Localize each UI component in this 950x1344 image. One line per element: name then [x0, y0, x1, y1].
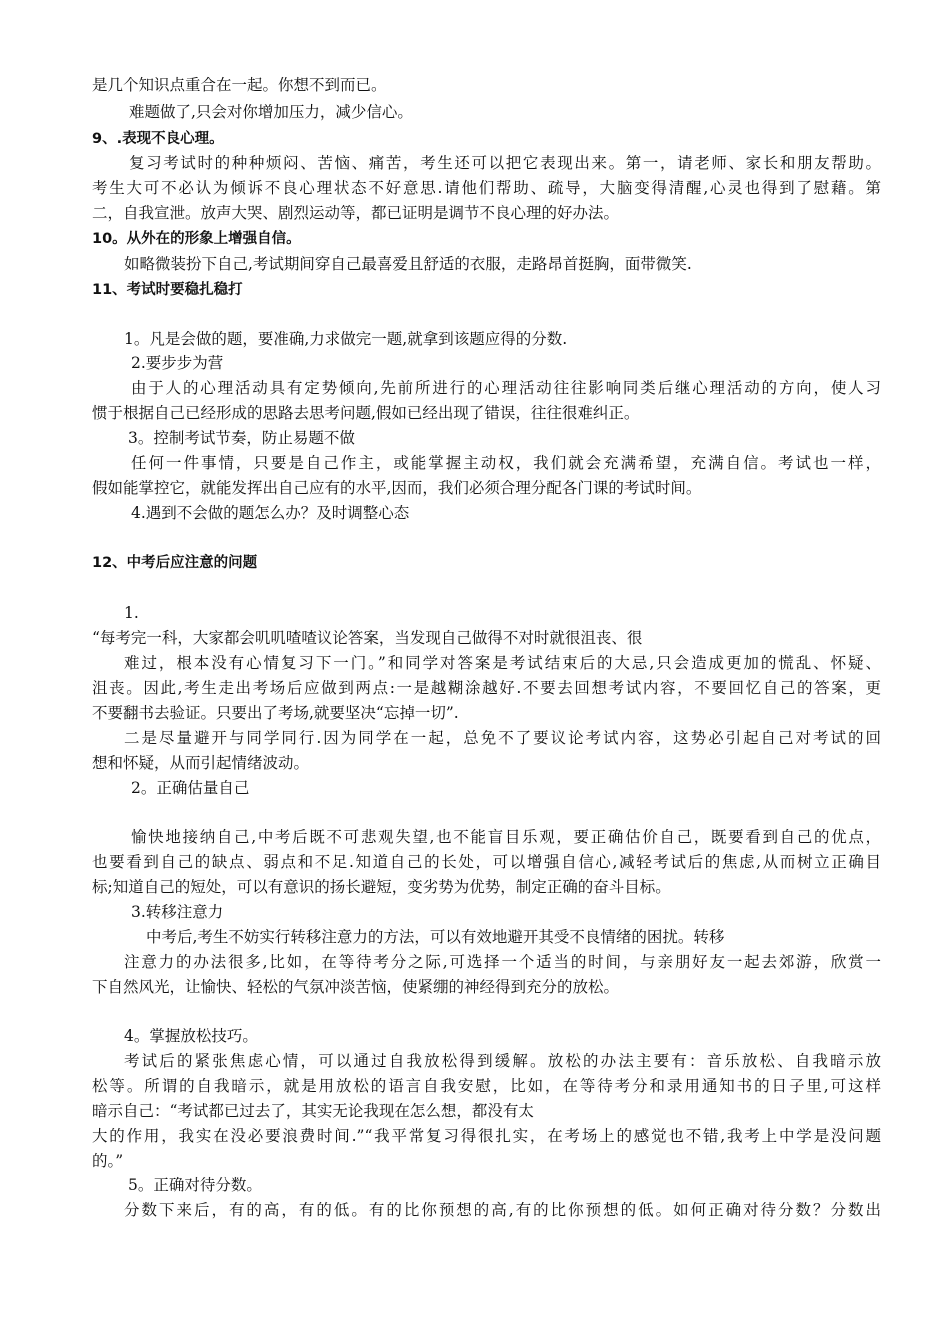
section-heading-11: 11、考试时要稳扎稳打: [92, 282, 243, 298]
text-line: 沮丧。因此,考生走出考场后应做到两点:一是越糊涂越好.不要去回想考试内容，不要回忆自己的答案，更: [92, 679, 881, 697]
text-line: 的。”: [92, 1152, 124, 1170]
text-line: 考生大可不必认为倾诉不良心理状态不好意思.请他们帮助、疏导，大脑变得清醒,心灵也得到了慰藉。第: [92, 179, 881, 197]
text-line: 二，自我宣泄。放声大哭、剧烈运动等，都已证明是调节不良心理的好办法。: [92, 204, 620, 222]
text-line: 愉快地接纳自己,中考后既不可悲观失望,也不能盲目乐观，要正确估价自己，既要看到自己的优点，: [131, 828, 881, 846]
text-line: 想和怀疑，从而引起情绪波动。: [92, 754, 310, 772]
text-line: 不要翻书去验证。只要出了考场,就要坚决“忘掉一切”.: [92, 704, 459, 722]
text-line: 二是尽量避开与同学同行.因为同学在一起，总免不了要议论考试内容，这势必引起自己对考试的回: [124, 729, 881, 747]
text-line: 1.: [124, 604, 139, 622]
subheading-line: 5。正确对待分数。: [128, 1176, 262, 1194]
section-heading-9: 9、.表现不良心理。: [92, 131, 224, 147]
section-heading-10: 10。从外在的形象上增强自信。: [92, 231, 301, 247]
text-line: 复习考试时的种种烦闷、苦恼、痛苦，考生还可以把它表现出来。第一，请老师、家长和朋友帮助。: [129, 154, 881, 172]
text-line: 注意力的办法很多,比如，在等待考分之际,可选择一个适当的时间，与亲朋好友一起去郊游，欣赏一: [124, 953, 881, 971]
text-line: “每考完一科，大家都会叽叽喳喳议论答案，当发现自己做得不对时就很沮丧、很: [92, 629, 643, 647]
text-line: 暗示自己：“考试都已过去了，其实无论我现在怎么想，都没有太: [92, 1102, 534, 1120]
text-line: 假如能掌控它，就能发挥出自己应有的水平,因而，我们必须合理分配各门课的考试时间。: [92, 479, 702, 497]
subheading-line: 2。正确估量自己: [131, 779, 250, 797]
text-line: 中考后,考生不妨实行转移注意力的方法，可以有效地避开其受不良情绪的困扰。转移: [146, 928, 725, 946]
text-line: 标;知道自己的短处，可以有意识的扬长避短，变劣势为优势，制定正确的奋斗目标。: [92, 878, 671, 896]
text-line: 由于人的心理活动具有定势倾向,先前所进行的心理活动往往影响同类后继心理活动的方向，使人习: [131, 379, 881, 397]
text-line: 任何一件事情，只要是自己作主，或能掌握主动权，我们就会充满希望，充满自信。考试也一样，: [131, 454, 881, 472]
text-line: 大的作用，我实在没必要浪费时间.”“我平常复习得很扎实，在考场上的感觉也不错,我考上中学是没问题: [92, 1127, 881, 1145]
text-line: 难题做了,只会对你增加压力，减少信心。: [129, 103, 413, 121]
subheading-line: 4.遇到不会做的题怎么办？及时调整心态: [131, 504, 410, 522]
subheading-line: 4。掌握放松技巧。: [124, 1027, 258, 1045]
text-line: 如略微装扮下自己,考试期间穿自己最喜爱且舒适的衣服，走路昂首挺胸，面带微笑.: [124, 255, 692, 273]
subheading-line: 2.要步步为营: [131, 354, 224, 372]
text-line: 难过，根本没有心情复习下一门。”和同学对答案是考试结束后的大忌,只会造成更加的慌乱、怀疑、: [124, 654, 881, 672]
text-line: 是几个知识点重合在一起。你想不到而已。: [92, 76, 387, 94]
text-line: 下自然风光，让愉快、轻松的气氛冲淡苦恼，使紧绷的神经得到充分的放松。: [92, 978, 620, 996]
subheading-line: 3.转移注意力: [131, 903, 224, 921]
text-line: 分数下来后，有的高，有的低。有的比你预想的高,有的比你预想的低。如何正确对待分数？分数出: [124, 1201, 881, 1219]
text-line: 1。凡是会做的题，要准确,力求做完一题,就拿到该题应得的分数.: [124, 330, 568, 348]
text-line: 考试后的紧张焦虑心情，可以通过自我放松得到缓解。放松的办法主要有：音乐放松、自我暗示放: [124, 1052, 881, 1070]
text-line: 也要看到自己的缺点、弱点和不足.知道自己的长处，可以增强自信心,减轻考试后的焦虑,从而树立正确目: [92, 853, 881, 871]
text-line: 惯于根据自己已经形成的思路去思考问题,假如已经出现了错误，往往很难纠正。: [92, 404, 640, 422]
section-heading-12: 12、中考后应注意的问题: [92, 555, 258, 571]
subheading-line: 3。控制考试节奏，防止易题不做: [128, 429, 355, 447]
text-line: 松等。所谓的自我暗示，就是用放松的语言自我安慰，比如，在等待考分和录用通知书的日子里,可这样: [92, 1077, 881, 1095]
